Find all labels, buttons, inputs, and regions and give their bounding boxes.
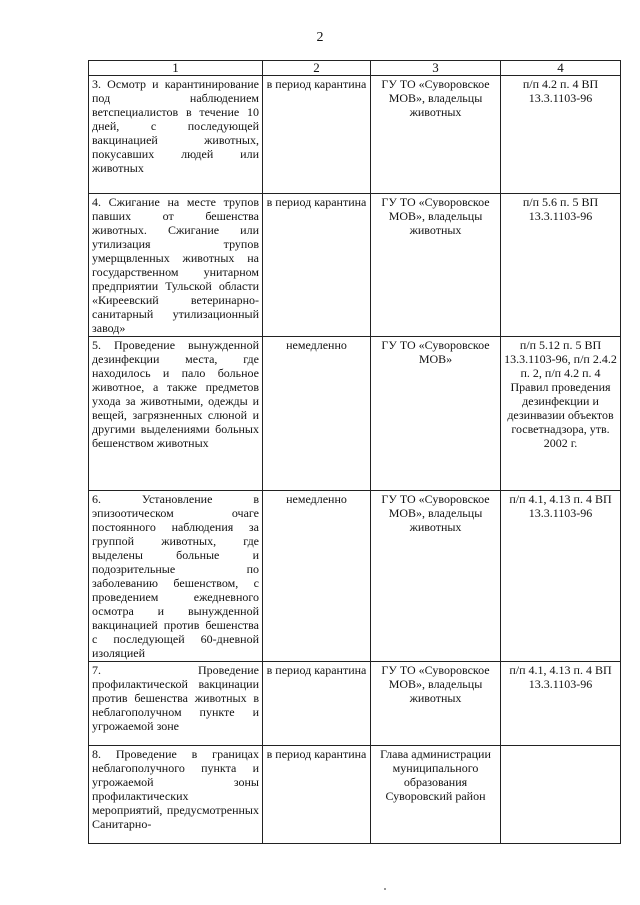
scan-speck <box>384 888 386 890</box>
measure-cell: 3. Осмотр и карантинирование под наблюдением ветспециалистов в течение 10 дней, с последующей вакцинацией животных, покусавших людей или животных <box>89 76 263 194</box>
reference-cell: п/п 5.12 п. 5 ВП 13.3.1103-96, п/п 2.4.2 п. 2, п/п 4.2 п. 4 Правил проведения дезинфекции и дезинвазии объектов госветнадзора, утв. 2002 г. <box>501 337 621 491</box>
table-row <box>89 76 621 194</box>
table-row <box>89 194 621 337</box>
reference-cell: п/п 5.6 п. 5 ВП 13.3.1103-96 <box>501 194 621 337</box>
period-cell: в период карантина <box>263 746 371 844</box>
responsible-cell: ГУ ТО «Суворовское МОВ», владельцы животных <box>371 194 501 337</box>
column-number-2: 2 <box>263 61 371 76</box>
measures-table <box>88 60 621 844</box>
table-header-row <box>89 61 621 76</box>
reference-cell <box>501 746 621 844</box>
period-cell: немедленно <box>263 491 371 662</box>
measure-cell: 8. Проведение в границах неблагополучного пункта и угрожаемой зоны профилактических мероприятий, предусмотренных Санитарно- <box>89 746 263 844</box>
measure-cell: 4. Сжигание на месте трупов павших от бешенства животных. Сжигание или утилизация трупов умерщвленных животных на государственном унитарном предприятии Тульской области «Киреевский ветеринарно-санитарный утилизационный завод» <box>89 194 263 337</box>
table-row <box>89 491 621 662</box>
responsible-cell: ГУ ТО «Суворовское МОВ» <box>371 337 501 491</box>
reference-cell: п/п 4.2 п. 4 ВП 13.3.1103-96 <box>501 76 621 194</box>
table-row <box>89 746 621 844</box>
measure-cell: 6. Установление в эпизоотическом очаге постоянного наблюдения за группой животных, где выделены больные и подозрительные по заболеванию бешенством, с проведением ежедневного осмотра и вынужденной вакцинацией против бешенства с последующей 60-дневной изоляцией <box>89 491 263 662</box>
measure-cell: 5. Проведение вынужденной дезинфекции места, где находилось и пало больное животное, а также предметов ухода за животными, одежды и вещей, загрязненных слюной и другими выделениями больных бешенством животных <box>89 337 263 491</box>
measure-cell: 7. Проведение профилактической вакцинации против бешенства животных в неблагополучном пункте и угрожаемой зоне <box>89 662 263 746</box>
column-number-3: 3 <box>371 61 501 76</box>
column-number-4: 4 <box>501 61 621 76</box>
column-number-1: 1 <box>89 61 263 76</box>
responsible-cell: Глава администрации муниципального образования Суворовский район <box>371 746 501 844</box>
period-cell: в период карантина <box>263 194 371 337</box>
period-cell: в период карантина <box>263 76 371 194</box>
table-row <box>89 337 621 491</box>
period-cell: в период карантина <box>263 662 371 746</box>
responsible-cell: ГУ ТО «Суворовское МОВ», владельцы животных <box>371 76 501 194</box>
period-cell: немедленно <box>263 337 371 491</box>
responsible-cell: ГУ ТО «Суворовское МОВ», владельцы животных <box>371 491 501 662</box>
reference-cell: п/п 4.1, 4.13 п. 4 ВП 13.3.1103-96 <box>501 491 621 662</box>
responsible-cell: ГУ ТО «Суворовское МОВ», владельцы животных <box>371 662 501 746</box>
table-row <box>89 662 621 746</box>
page-number: 2 <box>316 30 324 45</box>
reference-cell: п/п 4.1, 4.13 п. 4 ВП 13.3.1103-96 <box>501 662 621 746</box>
